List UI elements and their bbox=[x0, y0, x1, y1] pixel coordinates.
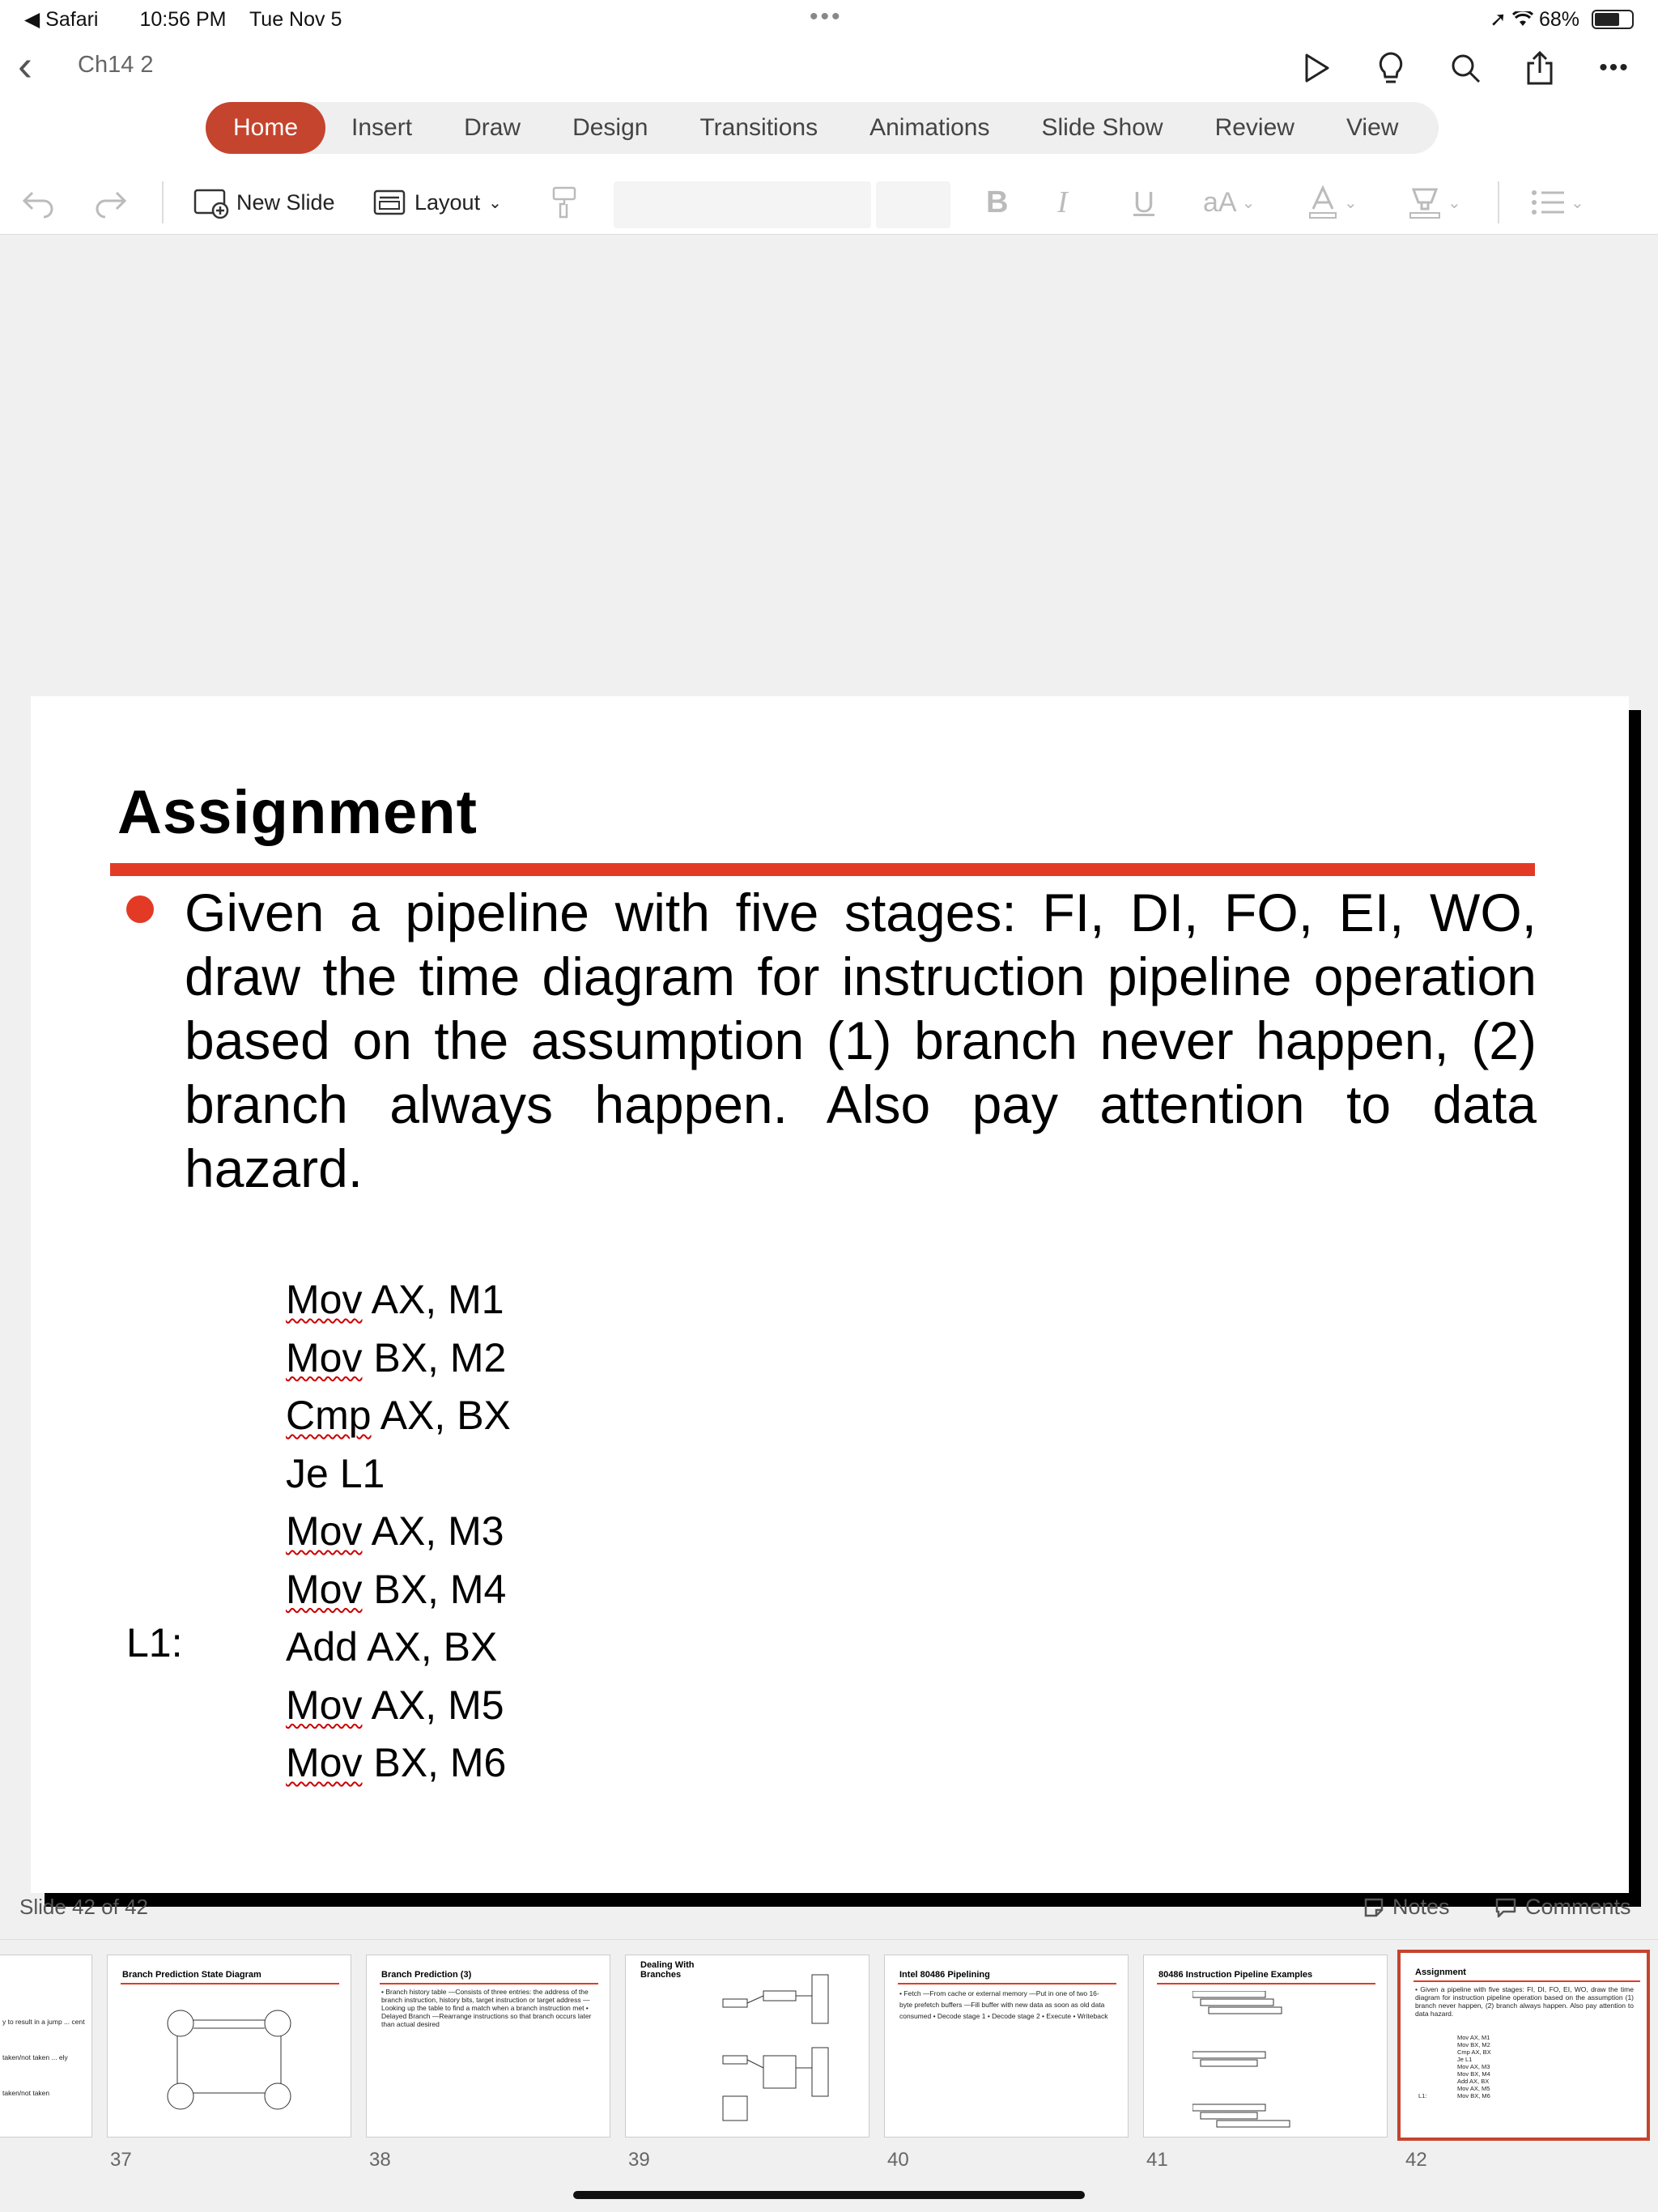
toolbar-divider bbox=[162, 181, 164, 223]
code-line: Add AX, BX bbox=[286, 1624, 498, 1670]
code-line: Mov BX, M4 bbox=[286, 1566, 507, 1612]
underline-button[interactable]: U bbox=[1133, 185, 1154, 219]
tab-view[interactable]: View bbox=[1346, 114, 1399, 141]
code-label[interactable]: L1: bbox=[126, 1620, 183, 1665]
thumbnail-number: 39 bbox=[628, 2149, 650, 2171]
tab-animations[interactable]: Animations bbox=[869, 114, 990, 141]
slide-canvas[interactable] bbox=[0, 235, 1658, 1862]
font-name-field[interactable] bbox=[614, 181, 871, 228]
share-icon[interactable] bbox=[1517, 45, 1562, 91]
pipeline-table-icon bbox=[1192, 1991, 1354, 2129]
code-line: Mov AX, M3 bbox=[286, 1508, 504, 1554]
more-options-icon[interactable]: ••• bbox=[1599, 54, 1630, 81]
comments-button[interactable]: Comments bbox=[1494, 1895, 1631, 1920]
slide-title[interactable]: Assignment bbox=[117, 778, 478, 847]
code-line: Cmp AX, BX bbox=[286, 1393, 511, 1438]
slide-thumbnail-selected[interactable]: Assignment • Given a pipeline with five stages: FI, DI, FO, EI, WO, draw the time diagram for instruction pipeline operation based on the assumption (1) branch never happen, (2) branch always happen. Also pay attention to data hazard. Mov AX, M1 Mov BX, M2 Cmp AX, BX Je L1 Mov AX, M3 Mov BX, M4 Add AX, BX Mov AX, M5 Mov BX, M6 L1: bbox=[1397, 1950, 1650, 2141]
document-title[interactable]: Ch14 2 bbox=[78, 52, 154, 78]
code-line: Mov AX, M1 bbox=[286, 1277, 504, 1322]
slide-thumbnail[interactable]: Branch Prediction (3) • Branch history table —Consists of three entries: the address of the branch instruction, history bits, target instruction or target address —Looking up the table to find a match when a branch instruction met • Delayed Branch —Rearrange instructions so that branch occurs later than actual desired bbox=[366, 1955, 610, 2138]
title-underline bbox=[110, 863, 1535, 876]
slide-count: Slide 42 of 42 bbox=[19, 1895, 149, 1919]
chevron-down-icon: ⌄ bbox=[488, 194, 502, 212]
lightbulb-icon[interactable] bbox=[1368, 45, 1414, 91]
back-chevron-icon[interactable]: ‹ bbox=[18, 41, 32, 90]
undo-icon[interactable] bbox=[21, 181, 57, 223]
notes-button[interactable]: Notes bbox=[1363, 1895, 1450, 1920]
wifi-icon bbox=[1512, 8, 1539, 31]
slide-body-text[interactable]: Given a pipeline with five stages: FI, DI, FO, EI, WO, draw the time diagram for instruction pipeline operation based on the assumption (1) branch never happen, (2) branch always happen. Also pay attention to data hazard. bbox=[185, 883, 1537, 1198]
current-slide[interactable] bbox=[31, 696, 1629, 1893]
status-date: Tue Nov 5 bbox=[249, 8, 342, 31]
status-bar bbox=[0, 0, 1658, 39]
layout-button[interactable]: Layout ⌄ bbox=[372, 181, 502, 223]
battery-icon bbox=[1592, 10, 1634, 29]
font-size-field[interactable] bbox=[876, 181, 950, 228]
new-slide-button[interactable]: New Slide bbox=[193, 181, 335, 223]
slide-thumbnail[interactable]: Branch Prediction State Diagram bbox=[107, 1955, 351, 2138]
home-indicator[interactable] bbox=[573, 2191, 1085, 2199]
font-size-change-button[interactable]: aA ⌄ bbox=[1203, 186, 1256, 218]
multitask-dots-icon[interactable]: ••• bbox=[810, 3, 843, 30]
tab-draw[interactable]: Draw bbox=[464, 114, 521, 141]
redo-icon[interactable] bbox=[92, 181, 128, 223]
code-line: Mov BX, M6 bbox=[286, 1740, 507, 1785]
bold-button[interactable]: B bbox=[986, 185, 1009, 219]
bullet-dot bbox=[126, 895, 154, 923]
location-icon: ➚ bbox=[1490, 8, 1507, 31]
comment-icon bbox=[1494, 1897, 1517, 1918]
thumbnail-number: 38 bbox=[369, 2149, 391, 2171]
pipeline-diagram-icon bbox=[707, 1967, 852, 2129]
thumbnail-number: 37 bbox=[110, 2149, 132, 2171]
notes-icon bbox=[1363, 1897, 1384, 1918]
thumbnail-code-lines: Mov AX, M1 Mov BX, M2 Cmp AX, BX Je L1 Mov AX, M3 Mov BX, M4 Add AX, BX Mov AX, M5 Mov BX, M6 bbox=[1457, 2034, 1491, 2099]
bullet-list-icon[interactable]: ⌄ bbox=[1530, 181, 1584, 223]
italic-button[interactable]: I bbox=[1057, 185, 1068, 219]
slide-thumbnail-strip[interactable] bbox=[0, 1939, 1658, 2212]
toolbar bbox=[0, 170, 1658, 235]
format-painter-icon[interactable] bbox=[551, 181, 578, 223]
title-bar bbox=[0, 39, 1658, 96]
play-icon[interactable] bbox=[1294, 45, 1339, 91]
thumbnail-number: 40 bbox=[887, 2149, 909, 2171]
state-diagram-icon bbox=[140, 1991, 318, 2129]
font-color-icon[interactable]: ⌄ bbox=[1307, 181, 1358, 223]
tab-design[interactable]: Design bbox=[572, 114, 648, 141]
slide-thumbnail[interactable]: 80486 Instruction Pipeline Examples bbox=[1143, 1955, 1388, 2138]
code-listing[interactable] bbox=[286, 1271, 511, 1793]
slide-thumbnail[interactable]: Intel 80486 Pipelining • Fetch —From cache or external memory —Put in one of two 16-byte prefetch buffers —Fill buffer with new data as soon as old data consumed • Decode stage 1 • Decode stage 2 • Execute • Writeback bbox=[884, 1955, 1129, 2138]
thumbnail-number: 41 bbox=[1146, 2149, 1168, 2171]
search-icon[interactable] bbox=[1443, 45, 1488, 91]
code-line: Je L1 bbox=[286, 1450, 385, 1496]
tab-transitions[interactable]: Transitions bbox=[699, 114, 818, 141]
tab-slide-show[interactable]: Slide Show bbox=[1041, 114, 1163, 141]
highlight-color-icon[interactable]: ⌄ bbox=[1407, 181, 1461, 223]
slide-thumbnail[interactable]: y to result in a jump ... cent taken/not taken ... ely taken/not taken bbox=[0, 1955, 92, 2138]
code-line: Mov AX, M5 bbox=[286, 1682, 504, 1728]
code-line: Mov BX, M2 bbox=[286, 1334, 507, 1380]
status-time: 10:56 PM bbox=[139, 8, 227, 31]
thumbnail-number: 42 bbox=[1405, 2149, 1427, 2171]
tab-home[interactable]: Home bbox=[206, 102, 325, 154]
battery-percent: 68% bbox=[1539, 8, 1580, 31]
ribbon-tabs bbox=[0, 96, 1658, 173]
tab-review[interactable]: Review bbox=[1214, 114, 1295, 141]
back-to-app[interactable]: ◀ Safari bbox=[24, 8, 99, 31]
toolbar-divider bbox=[1498, 181, 1499, 223]
tab-insert[interactable]: Insert bbox=[351, 114, 413, 141]
slide-thumbnail[interactable]: Dealing With Branches bbox=[625, 1955, 869, 2138]
